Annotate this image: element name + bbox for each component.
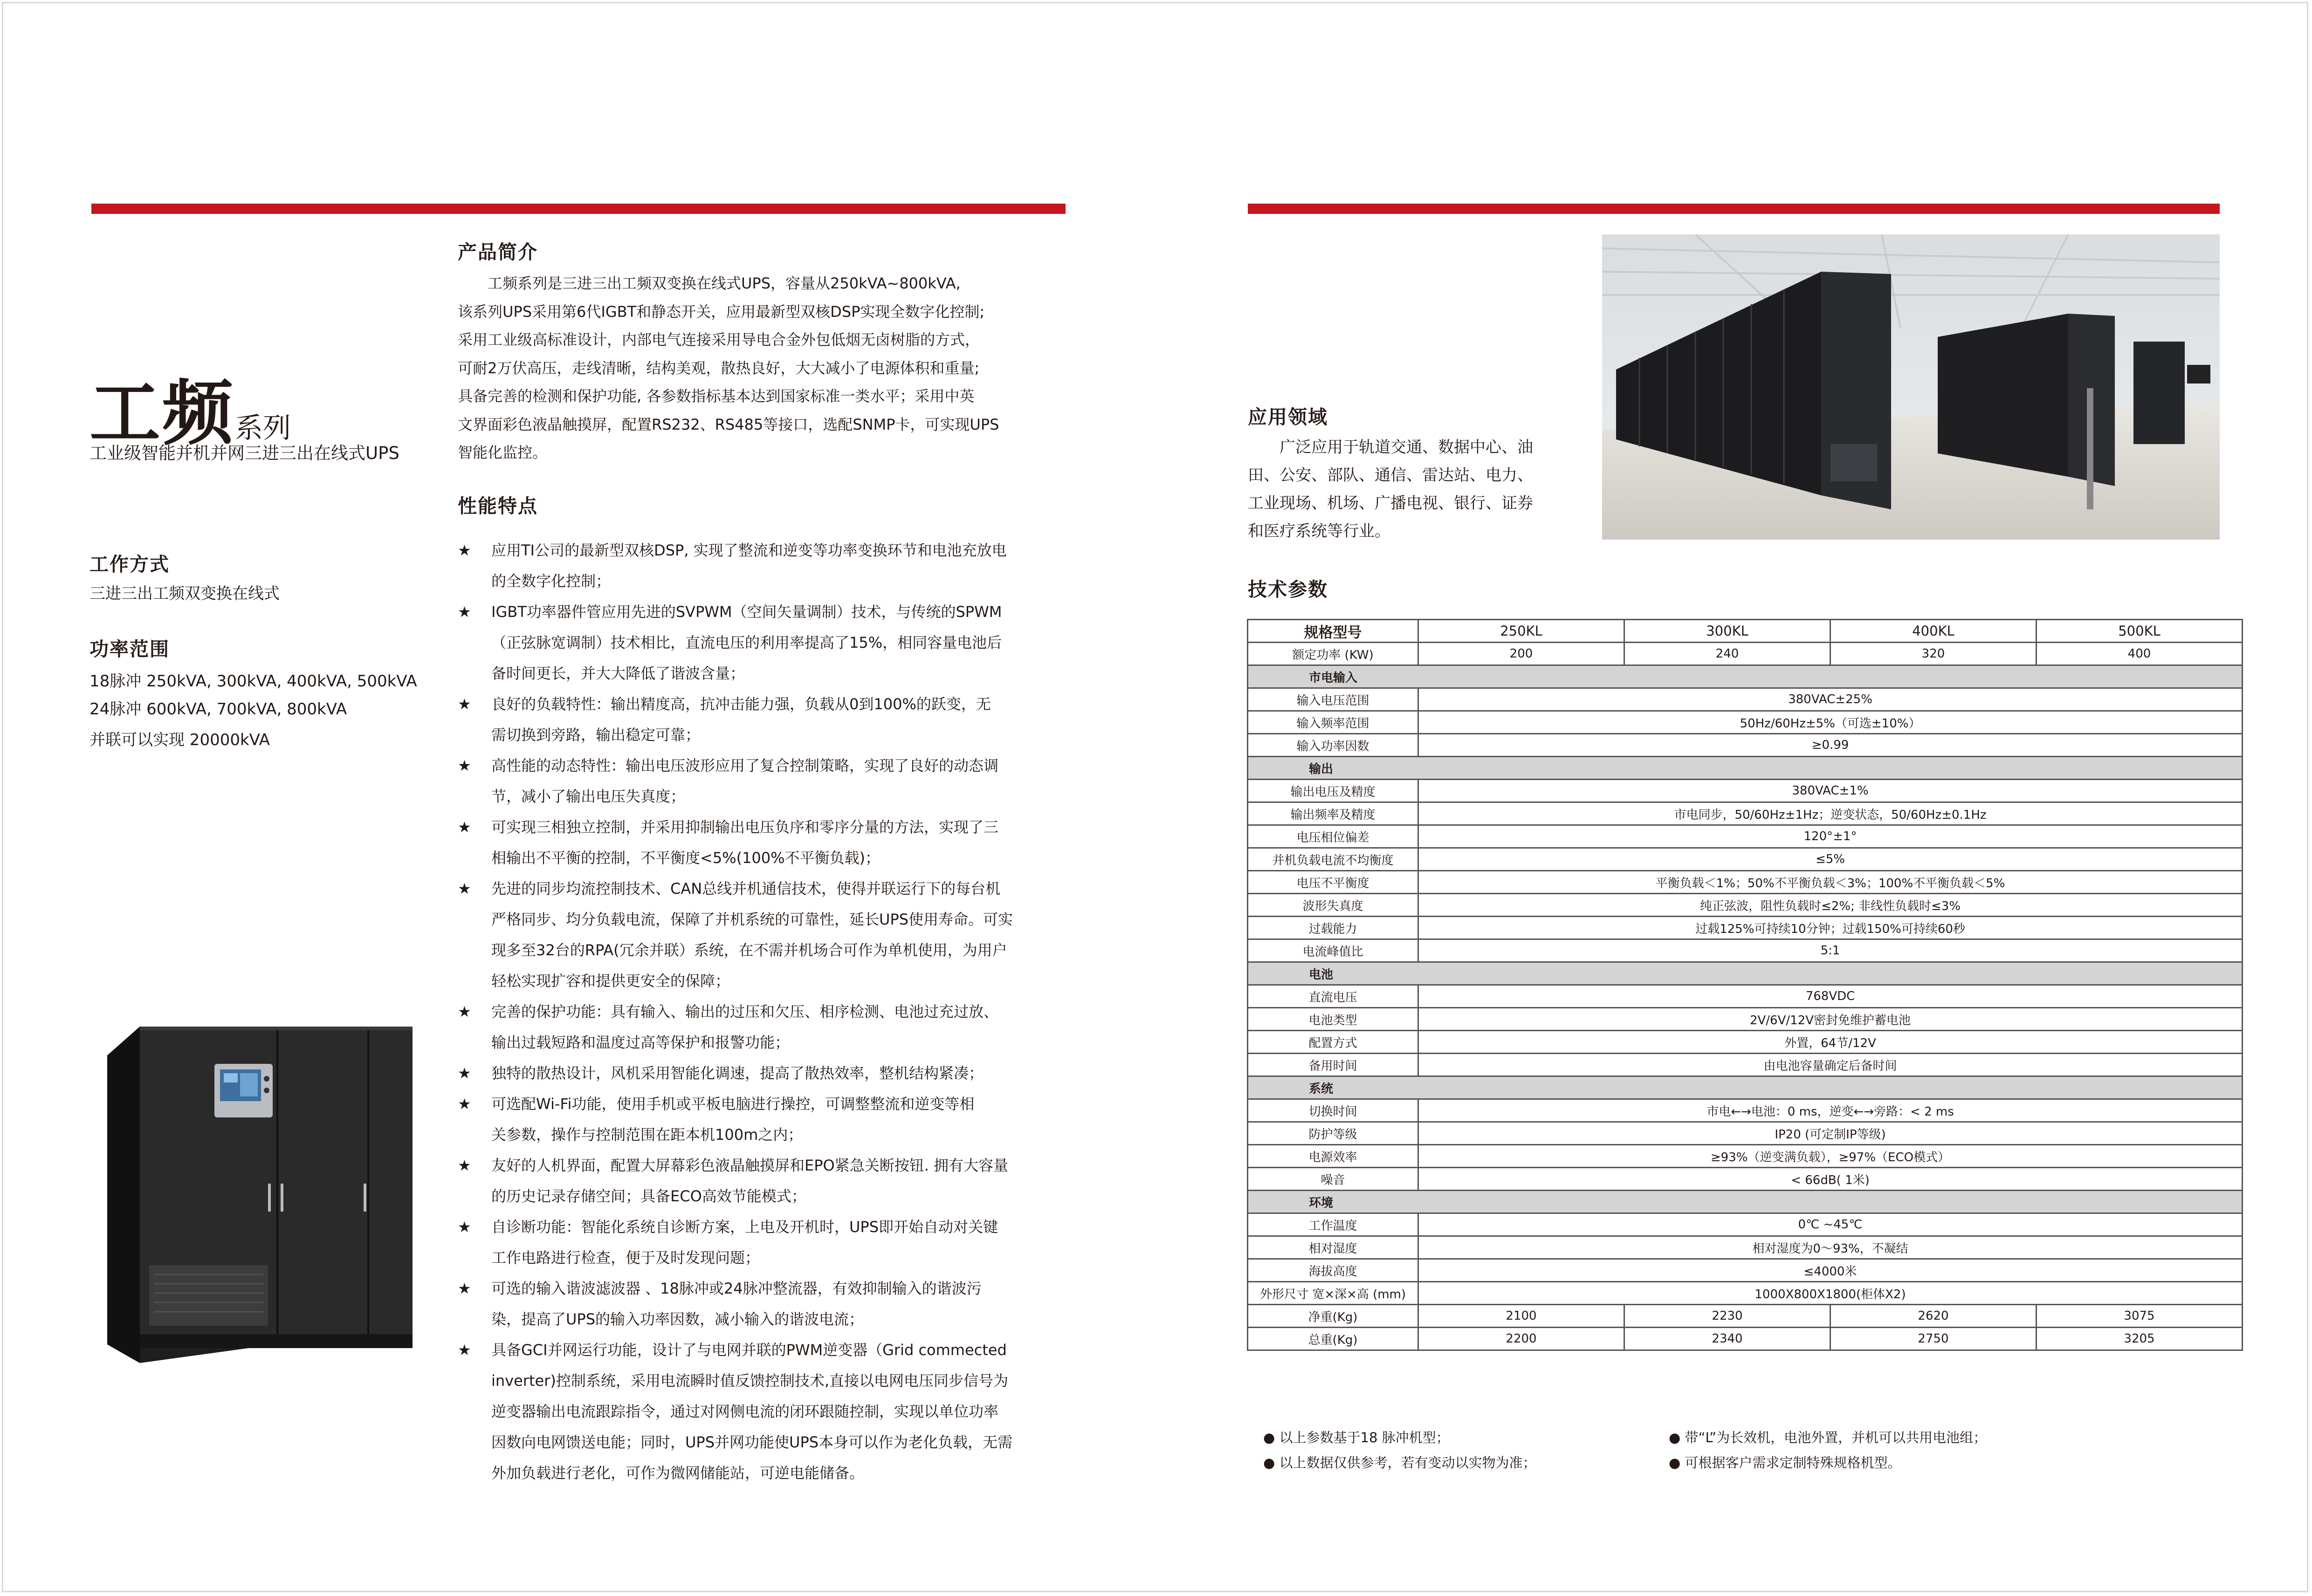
row-label: 噪音 <box>1248 1168 1418 1191</box>
intro-line: 具备完善的检测和保护功能, 各参数指标基本达到国家标准一类水平；采用中英 <box>458 387 975 405</box>
value-cell: 240 <box>1624 643 1830 665</box>
value-cell: 由电池容量确定后备时间 <box>1418 1054 2243 1076</box>
star-icon: ★ <box>458 757 471 774</box>
value-cell: 50Hz/60Hz±5%（可选±10%） <box>1418 711 2243 734</box>
row-label: 工作温度 <box>1248 1213 1418 1236</box>
power-range-heading: 功率范围 <box>89 638 170 660</box>
ups-cabinet-image <box>89 1023 413 1363</box>
row-label: 相对湿度 <box>1248 1236 1418 1259</box>
intro-line: 可耐2万伏高压，走线清晰，结构美观，散热良好，大大减小了电源体积和重量; <box>458 359 980 377</box>
table-row <box>1248 1054 2243 1076</box>
table-row <box>1248 1328 2243 1350</box>
value-cell: 120°±1° <box>1418 825 2243 848</box>
table-header-row <box>1248 620 2243 643</box>
table-row <box>1248 1099 2243 1122</box>
left-red-rule <box>91 204 1066 214</box>
star-icon: ★ <box>458 1003 471 1021</box>
table-row <box>1248 1122 2243 1145</box>
star-icon: ★ <box>458 1095 471 1113</box>
series-title-main: 工频 <box>89 372 235 454</box>
table-row <box>1248 939 2243 962</box>
star-icon: ★ <box>458 1280 471 1297</box>
intro-paragraph <box>458 269 999 467</box>
table-row <box>1248 1305 2243 1328</box>
table-row <box>1248 643 2243 665</box>
work-mode-heading: 工作方式 <box>89 553 170 575</box>
application-line: 广泛应用于轨道交通、数据中心、油 <box>1248 438 1533 457</box>
table-row <box>1248 1259 2243 1282</box>
star-icon: ★ <box>458 603 471 621</box>
table-row <box>1248 802 2243 825</box>
row-label: 直流电压 <box>1248 985 1418 1008</box>
power-range-line: 并联可以实现 20000kVA <box>89 731 270 749</box>
section-label: 电池 <box>1248 962 2243 985</box>
application-line: 田、公安、部队、通信、雷达站、电力、 <box>1248 466 1533 485</box>
star-icon: ★ <box>458 1064 471 1082</box>
feature-item: ★ 良好的负载特性：输出精度高，抗冲击能力强，负载从0到100%的跃变，无 需切换到旁路，输出稳定可靠； <box>458 689 1073 750</box>
section-label: 输出 <box>1248 757 2243 780</box>
note-item: ● 以上参数基于18 脉冲机型； <box>1263 1430 1450 1445</box>
row-label: 电池类型 <box>1248 1008 1418 1031</box>
table-row <box>1248 780 2243 802</box>
feature-item: ★ IGBT功率器件管应用先进的SVPWM（空间矢量调制）技术，与传统的SPWM （正弦脉宽调制）技术相比，直流电压的利用率提高了15%，相同容量电池后 备时间更长，并大大降低了谐波含量； <box>458 596 1073 689</box>
table-row <box>1248 1031 2243 1054</box>
intro-line: 工频系列是三进三出工频双变换在线式UPS，容量从250kVA~800kVA, <box>458 274 961 292</box>
star-icon: ★ <box>458 1157 471 1174</box>
value-cell: 外置，64节/12V <box>1418 1031 2243 1054</box>
row-label: 配置方式 <box>1248 1031 1418 1054</box>
value-cell: 2230 <box>1624 1305 1830 1328</box>
feature-item: ★ 先进的同步均流控制技术、CAN总线并机通信技术，使得并联运行下的每台机 严格同步、均分负载电流，保障了并机系统的可靠性，延长UPS使用寿命。可实 现多至32台的RPA(冗余并联）系统，在不需并机场合可作为单机使用，为用户 轻松实现扩容和提供更安全的保障； <box>458 873 1073 996</box>
row-label: 外形尺寸 宽×深×高 (mm) <box>1248 1282 1418 1305</box>
intro-line: 智能化监控。 <box>458 444 548 461</box>
feature-item: ★ 友好的人机界面，配置大屏幕彩色液晶触摸屏和EPO紧急关断按钮. 拥有大容量 的历史记录存储空间；具备ECO高效节能模式； <box>458 1150 1073 1212</box>
table-row <box>1248 688 2243 711</box>
value-cell: < 66dB( 1米) <box>1418 1168 2243 1191</box>
value-cell: ≤4000米 <box>1418 1259 2243 1282</box>
power-range-line: 18脉冲 250kVA, 300kVA, 400kVA, 500kVA <box>89 672 417 691</box>
table-row <box>1248 1168 2243 1191</box>
value-cell: 平衡负载＜1%；50%不平衡负载＜3%；100%不平衡负载＜5% <box>1418 871 2243 894</box>
value-cell: 过载125%可持续10分钟；过载150%可持续60秒 <box>1418 917 2243 939</box>
value-cell: 2620 <box>1830 1305 2037 1328</box>
application-line: 和医疗系统等行业。 <box>1248 522 1390 541</box>
value-cell: 2200 <box>1418 1328 1624 1350</box>
table-row <box>1248 1236 2243 1259</box>
feature-item: ★ 自诊断功能：智能化系统自诊断方案，上电及开机时，UPS即开始自动对关键 工作电路进行检查，便于及时发现问题； <box>458 1212 1073 1273</box>
table-row <box>1248 848 2243 871</box>
row-label: 总重(Kg) <box>1248 1328 1418 1350</box>
table-row <box>1248 825 2243 848</box>
table-row <box>1248 1145 2243 1168</box>
row-label: 输入频率范围 <box>1248 711 1418 734</box>
features-list <box>458 535 1073 1488</box>
star-icon: ★ <box>458 695 471 713</box>
feature-item: ★ 可选的输入谐波滤波器 、18脉冲或24脉冲整流器，有效抑制输入的谐波污 染，提高了UPS的输入功率因数，减小输入的谐波电流； <box>458 1273 1073 1335</box>
note-item: ● 可根据客户需求定制特殊规格机型。 <box>1669 1455 1901 1471</box>
value-cell: 纯正弦波，阻性负载时≤2%; 非线性负载时≤3% <box>1418 894 2243 917</box>
row-label: 电压不平衡度 <box>1248 871 1418 894</box>
section-label: 系统 <box>1248 1076 2243 1099</box>
table-section-row <box>1248 665 2243 688</box>
row-label: 切换时间 <box>1248 1099 1418 1122</box>
table-row <box>1248 871 2243 894</box>
intro-heading: 产品简介 <box>458 241 538 263</box>
application-heading: 应用领域 <box>1248 406 1328 428</box>
row-label: 输入电压范围 <box>1248 688 1418 711</box>
row-label: 输入功率因数 <box>1248 734 1418 757</box>
value-cell: 5:1 <box>1418 939 2243 962</box>
spec-heading: 技术参数 <box>1248 578 1328 601</box>
value-cell: ≥93%（逆变满负载），≥97%（ECO模式） <box>1418 1145 2243 1168</box>
value-cell: 400 <box>2037 643 2243 665</box>
feature-item: ★ 高性能的动态特性：输出电压波形应用了复合控制策略，实现了良好的动态调 节，减小了输出电压失真度； <box>458 750 1073 812</box>
model-cell: 250KL <box>1418 620 1624 643</box>
value-cell: 相对湿度为0～93%，不凝结 <box>1418 1236 2243 1259</box>
value-cell: 380VAC±1% <box>1418 780 2243 802</box>
feature-item: ★ 应用TI公司的最新型双核DSP, 实现了整流和逆变等功率变换环节和电池充放电 的全数字化控制； <box>458 535 1073 596</box>
value-cell: 1000X800X1800(柜体X2) <box>1418 1282 2243 1305</box>
feature-item: ★ 可选配Wi-Fi功能，使用手机或平板电脑进行操控，可调整整流和逆变等相 关参数，操作与控制范围在距本机100m之内； <box>458 1089 1073 1150</box>
star-icon: ★ <box>458 1341 471 1359</box>
row-label: 净重(Kg) <box>1248 1305 1418 1328</box>
value-cell: 3205 <box>2037 1328 2243 1350</box>
row-label: 海拔高度 <box>1248 1259 1418 1282</box>
value-cell: 市电←→电池：0 ms，逆变←→旁路：< 2 ms <box>1418 1099 2243 1122</box>
value-cell: 2750 <box>1830 1328 2037 1350</box>
row-label: 输出电压及精度 <box>1248 780 1418 802</box>
datacenter-photo <box>1602 234 2220 540</box>
row-label: 波形失真度 <box>1248 894 1418 917</box>
table-section-row <box>1248 1076 2243 1099</box>
feature-item: ★ 完善的保护功能：具有输入、输出的过压和欠压、相序检测、电池过充过放、 输出过载短路和温度过高等保护和报警功能； <box>458 996 1073 1058</box>
row-label: 规格型号 <box>1248 620 1418 643</box>
power-range-line: 24脉冲 600kVA, 700kVA, 800kVA <box>89 700 347 719</box>
table-section-row <box>1248 1191 2243 1213</box>
table-row <box>1248 985 2243 1008</box>
value-cell: 320 <box>1830 643 2037 665</box>
intro-line: 该系列UPS采用第6代IGBT和静态开关，应用最新型双核DSP实现全数字化控制; <box>458 302 985 321</box>
row-label: 电源效率 <box>1248 1145 1418 1168</box>
feature-item: ★ 独特的散热设计，风机采用智能化调速，提高了散热效率，整机结构紧凑； <box>458 1058 1073 1089</box>
star-icon: ★ <box>458 880 471 897</box>
value-cell: ≥0.99 <box>1418 734 2243 757</box>
value-cell: 200 <box>1418 643 1624 665</box>
row-label: 过载能力 <box>1248 917 1418 939</box>
work-mode-text: 三进三出工频双变换在线式 <box>89 584 280 603</box>
application-paragraph <box>1248 433 1533 545</box>
value-cell: 2340 <box>1624 1328 1830 1350</box>
star-icon: ★ <box>458 541 471 559</box>
note-item: ● 以上数据仅供参考，若有变动以实物为准； <box>1263 1455 1536 1471</box>
table-row <box>1248 1213 2243 1236</box>
series-subtitle: 工业级智能并机并网三进三出在线式UPS <box>89 443 399 463</box>
table-row <box>1248 1282 2243 1305</box>
star-icon: ★ <box>458 818 471 836</box>
star-icon: ★ <box>458 1218 471 1236</box>
feature-item: ★ 可实现三相独立控制，并采用抑制输出电压负序和零序分量的方法，实现了三 相输出不平衡的控制，不平衡度<5%(100%不平衡负载)； <box>458 812 1073 873</box>
feature-item: ★ 具备GCI并网运行功能，设计了与电网并联的PWM逆变器（Grid commected inverter)控制系统，采用电流瞬时值反馈控制技术,直接以电网电压同步信号为 逆变器输出电流跟踪指令，通过对网侧电流的闭环跟随控制，实现以单位功率 因数向电网馈送电能；同时，UPS并网功能使UPS本身可以作为老化负载，无需 外加负载进行老化，可作为微网储能站，可逆电能储备。 <box>458 1335 1073 1488</box>
model-cell: 500KL <box>2037 620 2243 643</box>
value-cell: 0℃ ~45℃ <box>1418 1213 2243 1236</box>
note-item: ● 带“L”为长效机，电池外置，并机可以共用电池组； <box>1669 1430 1987 1445</box>
table-row <box>1248 734 2243 757</box>
table-row <box>1248 894 2243 917</box>
row-label: 电压相位偏差 <box>1248 825 1418 848</box>
table-row <box>1248 1008 2243 1031</box>
intro-line: 采用工业级高标准设计，内部电气连接采用导电合金外包低烟无卤树脂的方式， <box>458 331 980 349</box>
model-cell: 300KL <box>1624 620 1830 643</box>
value-cell: ≤5% <box>1418 848 2243 871</box>
series-title-suffix: 系列 <box>235 412 291 445</box>
intro-line: 文界面彩色液晶触摸屏，配置RS232、RS485等接口，选配SNMP卡，可实现UPS <box>458 415 999 433</box>
spec-table <box>1247 619 2243 1351</box>
row-label: 防护等级 <box>1248 1122 1418 1145</box>
value-cell: 380VAC±25% <box>1418 688 2243 711</box>
value-cell: 2100 <box>1418 1305 1624 1328</box>
right-red-rule <box>1248 204 2220 214</box>
row-label: 输出频率及精度 <box>1248 802 1418 825</box>
value-cell: 768VDC <box>1418 985 2243 1008</box>
table-section-row <box>1248 962 2243 985</box>
table-section-row <box>1248 757 2243 780</box>
features-heading: 性能特点 <box>458 495 538 517</box>
row-label: 备用时间 <box>1248 1054 1418 1076</box>
value-cell: IP20 (可定制IP等级) <box>1418 1122 2243 1145</box>
value-cell: 市电同步，50/60Hz±1Hz；逆变状态，50/60Hz±0.1Hz <box>1418 802 2243 825</box>
row-label: 电流峰值比 <box>1248 939 1418 962</box>
power-range-list <box>89 667 417 754</box>
row-label: 额定功率 (KW) <box>1248 643 1418 665</box>
section-label: 环境 <box>1248 1191 2243 1213</box>
table-row <box>1248 917 2243 939</box>
model-cell: 400KL <box>1830 620 2037 643</box>
application-line: 工业现场、机场、广播电视、银行、证券 <box>1248 494 1533 513</box>
value-cell: 2V/6V/12V密封免维护蓄电池 <box>1418 1008 2243 1031</box>
row-label: 并机负载电流不均衡度 <box>1248 848 1418 871</box>
value-cell: 3075 <box>2037 1305 2243 1328</box>
table-row <box>1248 711 2243 734</box>
section-label: 市电输入 <box>1248 665 2243 688</box>
